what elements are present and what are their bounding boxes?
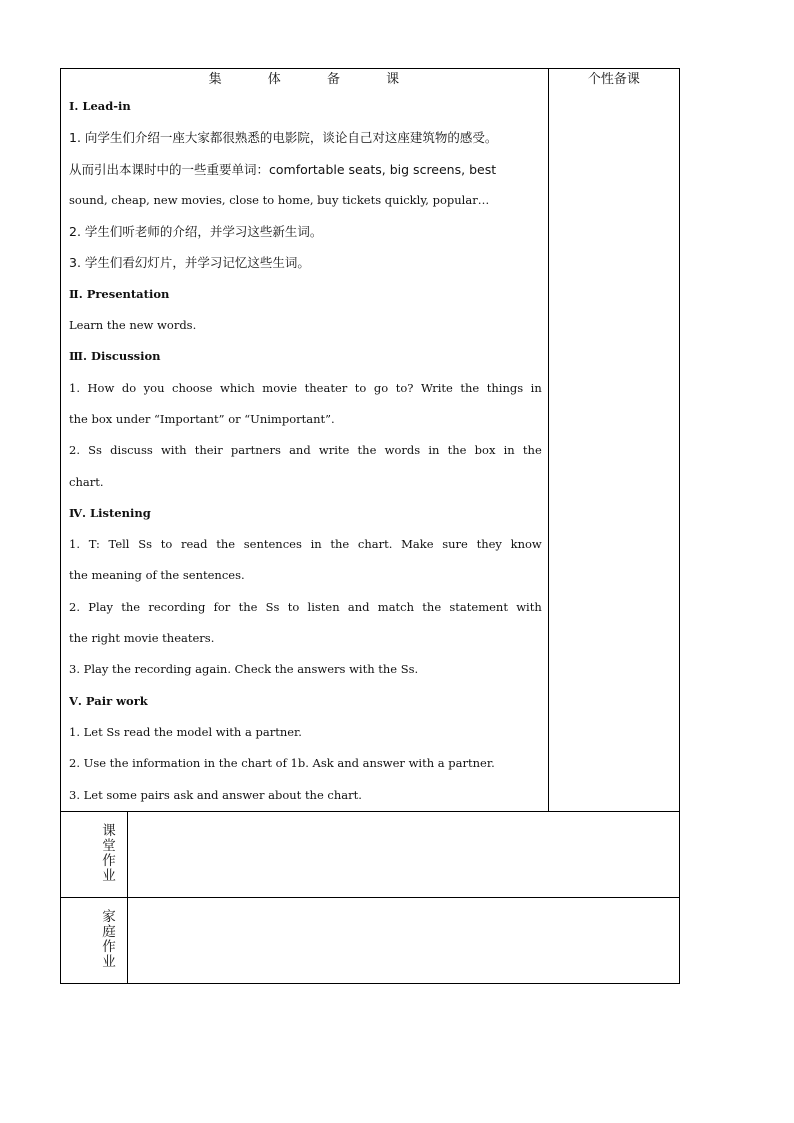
classwork-label: 课堂作业 — [102, 822, 116, 884]
content-line: 1. 向学生们介绍一座大家都很熟悉的电影院，谈论自己对这座建筑物的感受。 — [69, 130, 498, 146]
content-line: 2. Use the information in the chart of 1b. Ask and answer with a partner. — [69, 756, 495, 771]
content-line: 1. Let Ss read the model with a partner. — [69, 724, 302, 739]
content-line: 2. Play the recording for the Ss to listen and match the statement with — [69, 599, 542, 614]
collective-prep-title — [61, 69, 548, 91]
section-heading: Ⅱ. Presentation — [69, 286, 170, 301]
section-heading: Ⅰ. Lead-in — [69, 99, 131, 113]
section-heading: Ⅳ. Listening — [69, 505, 151, 520]
content-line: 1. How do you choose which movie theater to go to? Write the things in — [69, 380, 542, 395]
homework-label: 家庭作业 — [102, 908, 116, 970]
lesson-plan-table — [60, 68, 680, 984]
title-char: 备 — [326, 72, 341, 87]
personal-prep-cell — [548, 69, 679, 812]
lesson-content — [61, 91, 548, 811]
content-line: chart. — [69, 474, 104, 489]
content-line: 从而引出本课时中的一些重要单词：comfortable seats, big screens, best — [69, 161, 497, 177]
classwork-label-cell — [61, 811, 128, 897]
title-char: 课 — [386, 72, 401, 87]
content-line: 2. Ss discuss with their partners and write the words in the box in the — [69, 443, 542, 458]
content-line: 3. Play the recording again. Check the answers with the Ss. — [69, 662, 419, 677]
homework-content-cell[interactable] — [128, 897, 680, 983]
content-line: the right movie theaters. — [69, 631, 215, 646]
content-line: 3. 学生们看幻灯片，并学习记忆这些生词。 — [69, 255, 310, 271]
classwork-content-cell[interactable] — [128, 811, 680, 897]
personal-prep-title: 个性备课 — [587, 72, 640, 87]
content-line: 3. Let some pairs ask and answer about the chart. — [69, 787, 362, 802]
section-heading: Ⅲ. Discussion — [69, 349, 161, 364]
collective-prep-cell — [61, 69, 549, 812]
content-line: the box under “Important” or “Unimportant”. — [69, 411, 335, 426]
content-line: sound, cheap, new movies, close to home, buy tickets quickly, popular… — [69, 192, 490, 207]
title-char: 体 — [267, 72, 282, 87]
content-line: 2. 学生们听老师的介绍，并学习这些新生词。 — [69, 224, 323, 240]
homework-label-cell — [61, 897, 128, 983]
content-line: the meaning of the sentences. — [69, 568, 245, 583]
content-line: 1. T: Tell Ss to read the sentences in the chart. Make sure they know — [69, 537, 542, 552]
content-line: Learn the new words. — [69, 318, 197, 333]
title-char: 集 — [208, 72, 223, 87]
section-heading: Ⅴ. Pair work — [69, 693, 148, 708]
